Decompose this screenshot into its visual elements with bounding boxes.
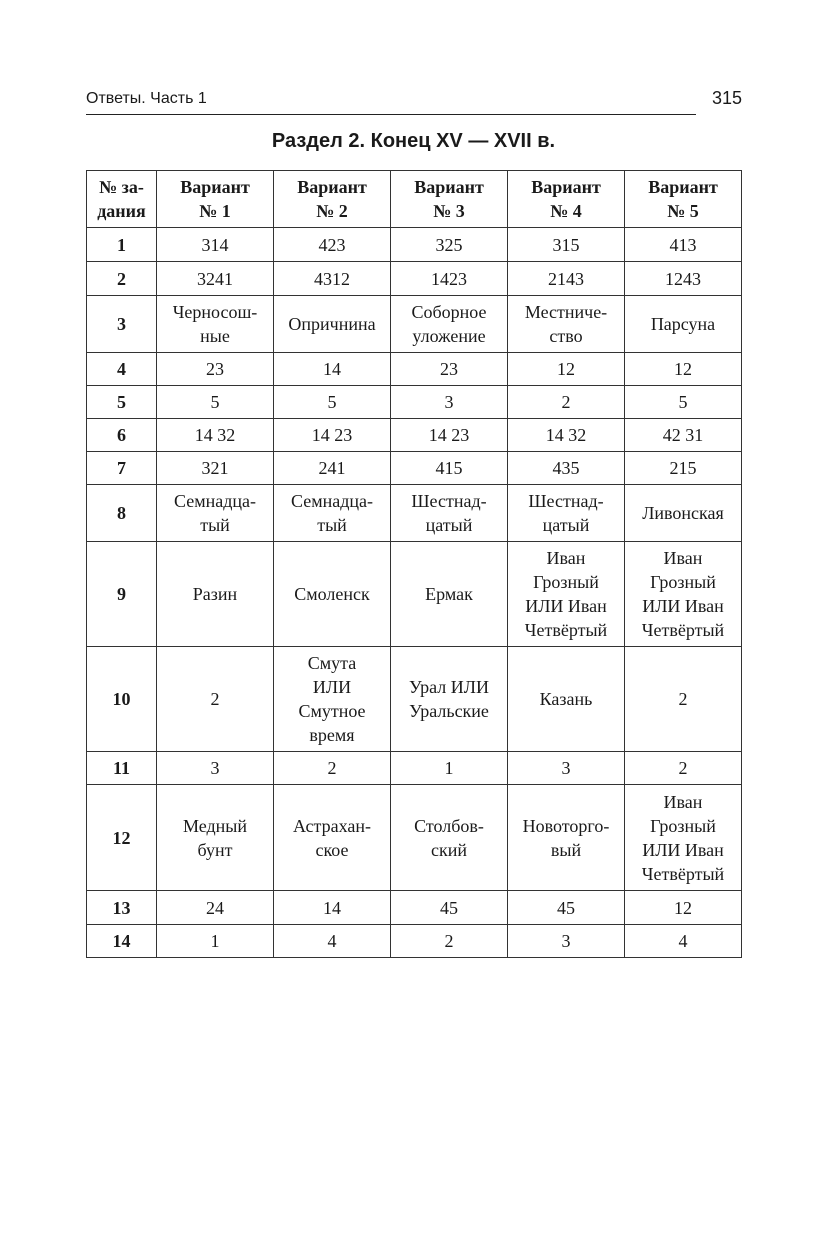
answer-cell: [625, 752, 742, 785]
cell-line: 2: [678, 758, 688, 778]
answer-cell: [274, 925, 391, 958]
answer-cell: [274, 485, 391, 542]
answer-cell: [625, 386, 742, 419]
cell-line: 2: [678, 689, 688, 709]
answer-cell: [274, 752, 391, 785]
cell-line: 3241: [197, 268, 233, 289]
cell-line: 12: [674, 897, 692, 918]
answer-cell: [274, 419, 391, 452]
answer-cell: [625, 647, 742, 752]
cell-line: 4: [678, 931, 688, 951]
section-title: Раздел 2. Конец XV — XVII в.: [271, 130, 556, 152]
header-variant-3: [391, 171, 508, 228]
cell-line: 14 32: [545, 425, 587, 445]
answer-cell: [508, 262, 625, 296]
answer-cell: [274, 785, 391, 891]
cell-line: Казань: [539, 689, 593, 709]
cell-line: № 1: [199, 201, 231, 221]
running-title: Ответы. Часть 1: [86, 90, 207, 107]
answer-cell: [157, 386, 274, 419]
answer-cell: [625, 925, 742, 958]
task-number: 2: [87, 262, 157, 296]
table-row: [87, 891, 742, 925]
answer-cell: [274, 452, 391, 485]
cell-line: ИЛИ: [312, 677, 352, 697]
cell-line: Вариант: [414, 177, 484, 197]
task-number: 4: [87, 353, 157, 386]
cell-line: 314: [201, 234, 229, 255]
answer-cell: [508, 752, 625, 785]
cell-line: цатый: [425, 515, 473, 535]
answer-cell: [508, 452, 625, 485]
task-number: 1: [87, 228, 157, 262]
cell-line: Смута: [307, 653, 357, 673]
header-variant-4: [508, 171, 625, 228]
answer-cell: [274, 228, 391, 262]
task-number: 10: [87, 647, 157, 752]
cell-line: 5: [678, 392, 688, 412]
answer-cell: [625, 542, 742, 647]
cell-line: 2143: [548, 268, 584, 289]
cell-line: тый: [200, 515, 230, 535]
answer-cell: [625, 419, 742, 452]
cell-line: 45: [557, 897, 575, 918]
cell-line: ство: [549, 326, 583, 346]
cell-line: 1: [444, 758, 454, 778]
cell-line: Четвёртый: [524, 620, 608, 640]
cell-line: № 4: [550, 201, 582, 221]
cell-line: Шестнад-: [528, 491, 604, 511]
cell-line: Семнадца-: [173, 491, 256, 511]
answer-cell: [391, 353, 508, 386]
answer-cell: [157, 925, 274, 958]
table-row: [87, 353, 742, 386]
cell-line: 2: [327, 758, 337, 778]
cell-line: 215: [669, 458, 697, 478]
answer-cell: [274, 891, 391, 925]
task-number: 9: [87, 542, 157, 647]
cell-line: ское: [315, 839, 349, 860]
table-row: [87, 228, 742, 262]
answer-cell: [625, 353, 742, 386]
task-number: 5: [87, 386, 157, 419]
answer-cell: [157, 452, 274, 485]
cell-line: ИЛИ Иван: [525, 596, 607, 616]
cell-line: 12: [674, 359, 692, 379]
cell-line: 24: [206, 897, 224, 918]
table-row: [87, 452, 742, 485]
answer-cell: [625, 452, 742, 485]
cell-line: 2: [444, 931, 454, 951]
table-row: [87, 752, 742, 785]
cell-line: 14 23: [428, 425, 470, 445]
cell-line: Иван: [663, 791, 703, 812]
cell-line: Соборное: [411, 302, 487, 322]
cell-line: уложение: [412, 326, 486, 346]
task-number: 14: [87, 925, 157, 958]
cell-line: бунт: [197, 839, 233, 860]
cell-line: 1423: [431, 268, 467, 289]
header-variant-1: [157, 171, 274, 228]
answer-cell: [391, 228, 508, 262]
cell-line: Грозный: [650, 815, 716, 836]
answer-cell: [508, 925, 625, 958]
header-variant-5: [625, 171, 742, 228]
answer-cell: [274, 262, 391, 296]
answer-cell: [508, 647, 625, 752]
answer-cell: [157, 485, 274, 542]
cell-line: № 3: [433, 201, 465, 221]
cell-line: № 2: [316, 201, 348, 221]
cell-line: 3: [210, 758, 220, 778]
task-number: 8: [87, 485, 157, 542]
answer-cell: [508, 228, 625, 262]
cell-line: 423: [318, 234, 346, 255]
answer-cell: [391, 485, 508, 542]
cell-line: Урал ИЛИ: [409, 677, 489, 697]
cell-line: 325: [435, 234, 463, 255]
answer-cell: [157, 891, 274, 925]
cell-line: Астрахан-: [293, 815, 371, 836]
table-row: [87, 925, 742, 958]
answer-cell: [508, 419, 625, 452]
cell-line: Четвёртый: [641, 863, 725, 884]
cell-line: Четвёртый: [641, 620, 725, 640]
answer-cell: [625, 785, 742, 891]
cell-line: 1243: [665, 268, 701, 289]
answer-cell: [391, 296, 508, 353]
table-row: [87, 542, 742, 647]
answers-table: [86, 170, 742, 958]
answer-cell: [274, 386, 391, 419]
table-row: [87, 647, 742, 752]
task-number: 11: [87, 752, 157, 785]
answer-cell: [157, 262, 274, 296]
cell-line: 14 32: [194, 425, 236, 445]
answer-cell: [157, 542, 274, 647]
cell-line: Иван: [663, 548, 703, 568]
cell-line: Разин: [192, 584, 238, 604]
cell-line: Столбов-: [414, 815, 484, 836]
answer-cell: [274, 542, 391, 647]
cell-line: Иван: [546, 548, 586, 568]
cell-line: вый: [550, 839, 582, 860]
answer-cell: [391, 542, 508, 647]
answer-cell: [157, 785, 274, 891]
cell-line: дания: [97, 201, 146, 221]
table-row: [87, 485, 742, 542]
answer-cell: [274, 296, 391, 353]
cell-line: Грозный: [533, 572, 599, 592]
cell-line: 1: [210, 931, 220, 951]
cell-line: Ермак: [425, 584, 473, 604]
cell-line: Опричнина: [288, 314, 376, 334]
answer-cell: [508, 542, 625, 647]
cell-line: Вариант: [180, 177, 250, 197]
cell-line: 321: [201, 458, 229, 478]
cell-line: ные: [200, 326, 230, 346]
cell-line: время: [309, 725, 355, 745]
answer-cell: [625, 262, 742, 296]
cell-line: Уральские: [409, 701, 489, 721]
cell-line: № 5: [667, 201, 699, 221]
answer-cell: [274, 353, 391, 386]
table-header-row: [87, 171, 742, 228]
cell-line: Грозный: [650, 572, 716, 592]
table-row: [87, 419, 742, 452]
table-row: [87, 296, 742, 353]
cell-line: 2: [210, 689, 220, 709]
cell-line: 14 23: [311, 425, 353, 445]
answer-cell: [508, 785, 625, 891]
cell-line: 435: [552, 458, 580, 478]
cell-line: 42 31: [662, 425, 704, 445]
cell-line: 14: [323, 359, 341, 379]
cell-line: 3: [561, 931, 571, 951]
cell-line: 241: [318, 458, 346, 478]
cell-line: тый: [317, 515, 347, 535]
cell-line: 3: [444, 392, 454, 412]
table-row: [87, 785, 742, 891]
answer-cell: [508, 386, 625, 419]
cell-line: 315: [552, 234, 580, 255]
cell-line: 3: [561, 758, 571, 778]
cell-line: 5: [210, 392, 220, 412]
answer-cell: [157, 419, 274, 452]
cell-line: Вариант: [648, 177, 718, 197]
cell-line: Парсуна: [650, 314, 716, 334]
cell-line: 12: [557, 359, 575, 379]
cell-line: ИЛИ Иван: [642, 839, 724, 860]
cell-line: Новоторго-: [522, 815, 610, 836]
answer-cell: [391, 925, 508, 958]
answer-cell: [157, 752, 274, 785]
cell-line: № за-: [99, 177, 144, 197]
cell-line: 23: [206, 359, 224, 379]
cell-line: Местниче-: [524, 302, 608, 322]
cell-line: ИЛИ Иван: [642, 596, 724, 616]
answer-cell: [157, 647, 274, 752]
cell-line: Черносош-: [172, 302, 258, 322]
task-number: 6: [87, 419, 157, 452]
cell-line: Медный: [182, 815, 248, 836]
cell-line: 413: [669, 234, 697, 255]
table-row: [87, 386, 742, 419]
table-row: [87, 262, 742, 296]
cell-line: 23: [440, 359, 458, 379]
answer-cell: [391, 752, 508, 785]
cell-line: Вариант: [531, 177, 601, 197]
answer-cell: [625, 485, 742, 542]
cell-line: Шестнад-: [411, 491, 487, 511]
answer-cell: [391, 647, 508, 752]
cell-line: 2: [561, 392, 571, 412]
task-number: 7: [87, 452, 157, 485]
cell-line: Смоленск: [294, 584, 370, 604]
answer-cell: [157, 228, 274, 262]
answer-cell: [157, 296, 274, 353]
task-number: 13: [87, 891, 157, 925]
cell-line: 4: [327, 931, 337, 951]
cell-line: 5: [327, 392, 337, 412]
answer-cell: [508, 891, 625, 925]
cell-line: Смутное: [298, 701, 366, 721]
cell-line: Вариант: [297, 177, 367, 197]
cell-line: ский: [431, 839, 467, 860]
answer-cell: [391, 452, 508, 485]
running-header: [86, 88, 696, 115]
answers-table-body: [87, 171, 742, 958]
cell-line: Ливонская: [642, 503, 724, 523]
answer-cell: [157, 353, 274, 386]
cell-line: цатый: [542, 515, 590, 535]
answer-cell: [625, 296, 742, 353]
cell-line: Семнадца-: [290, 491, 373, 511]
answer-cell: [274, 647, 391, 752]
answer-cell: [391, 785, 508, 891]
cell-line: 14: [323, 897, 341, 918]
answer-cell: [391, 891, 508, 925]
header-task-number: [87, 171, 157, 228]
answer-cell: [508, 485, 625, 542]
answer-cell: [391, 386, 508, 419]
header-variant-2: [274, 171, 391, 228]
answer-cell: [508, 353, 625, 386]
answer-cell: [391, 262, 508, 296]
cell-line: 415: [435, 458, 463, 478]
answer-cell: [391, 419, 508, 452]
cell-line: 45: [440, 897, 458, 918]
page-number: 315: [712, 88, 743, 108]
answer-cell: [625, 228, 742, 262]
task-number: 3: [87, 296, 157, 353]
task-number: 12: [87, 785, 157, 891]
answer-cell: [508, 296, 625, 353]
answer-cell: [625, 891, 742, 925]
cell-line: 4312: [314, 268, 350, 289]
